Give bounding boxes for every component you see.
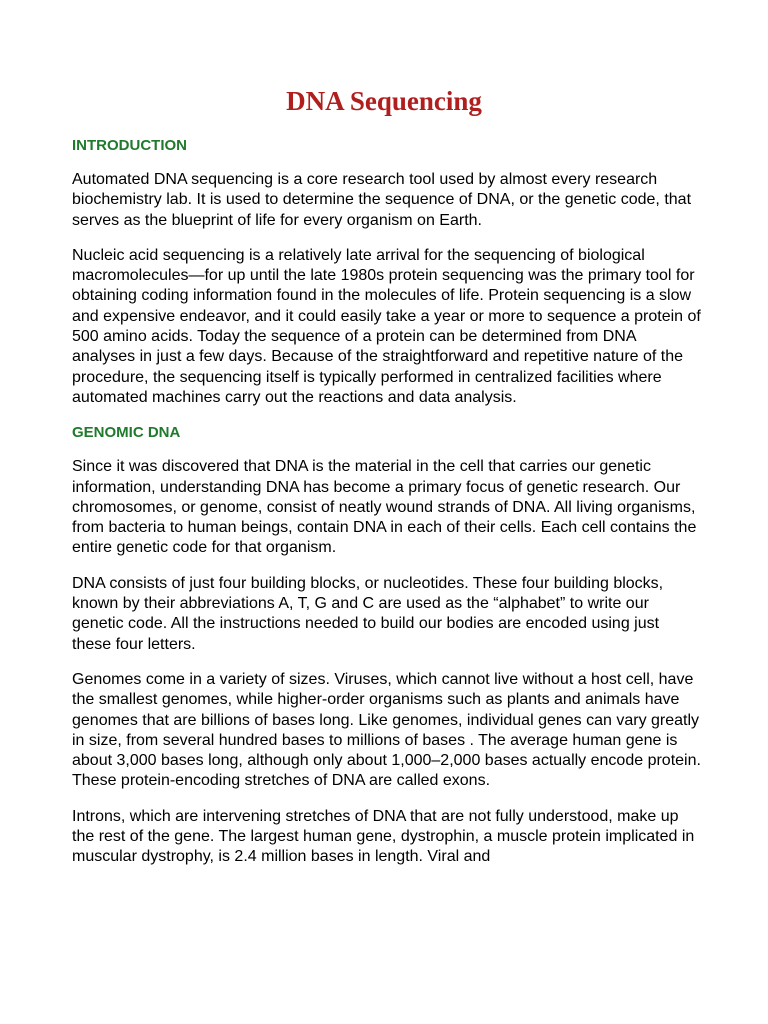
paragraph: Automated DNA sequencing is a core research tool used by almost every research biochemistry lab. It is used to determine the sequence of DNA, or the genetic code, that serves as the blueprint of life for every organism on Earth. <box>72 171 692 229</box>
paragraph: DNA consists of just four building blocks, or nucleotides. These four building blocks, known by their abbreviations A, T, G and C are used as the “alphabet” to write our genetic code. All the instructions needed to build our bodies are encoded using just these four letters. <box>72 574 664 653</box>
section-heading: GENOMIC DNA <box>72 424 181 442</box>
paragraph: Since it was discovered that DNA is the material in the cell that carries our genetic information, understanding DNA has become a primary focus of genetic research. Our chromosomes, or genome, consist of neatly wound strands of DNA. All living organisms, from bacteria to human beings, contain DNA in each of their cells. Each cell contains the entire genetic code for that organism. <box>72 458 697 557</box>
paragraph: Genomes come in a variety of sizes. Viruses, which cannot live without a host cell, have the smallest genomes, while higher-order organisms such as plants and animals have genomes that are billions of bases long. Like genomes, individual genes can vary greatly in size, from several hundred bases to millions of bases . The average human gene is about 3,000 bases long, although only about 1,000–2,000 bases actually encode protein. These protein-encoding stretches of DNA are called exons. <box>72 670 701 790</box>
document-body <box>72 136 702 883</box>
section-heading: INTRODUCTION <box>72 137 187 154</box>
section-introduction <box>72 136 702 408</box>
paragraph: Nucleic acid sequencing is a relatively late arrival for the sequencing of biological macromolecules—for up until the late 1980s protein sequencing was the primary tool for obtaining coding information found in the molecules of life. Protein sequencing is a slow and expensive endeavor, and it could easily take a year or more to sequence a protein of 500 amino acids. Today the sequence of a protein can be determined from DNA analyses in just a few days. Because of the straightforward and repetitive nature of the procedure, the sequencing itself is typically performed in centralized facilities where automated machines carry out the reactions and data analysis. <box>72 246 701 406</box>
page-title: DNA Sequencing <box>286 86 482 116</box>
section-genomic-dna <box>72 423 702 867</box>
paragraph: Introns, which are intervening stretches of DNA that are not fully understood, make up the rest of the gene. The largest human gene, dystrophin, a muscle protein implicated in muscular dystrophy, is 2.4 million bases in length. Viral and <box>72 807 695 866</box>
